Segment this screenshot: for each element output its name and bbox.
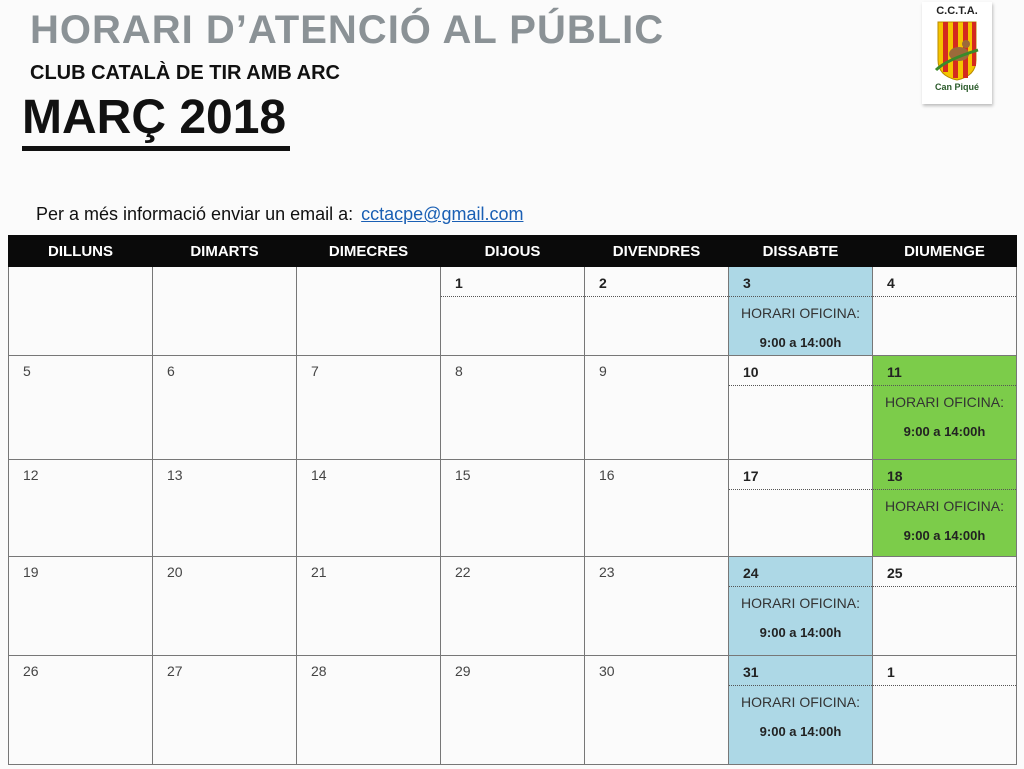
page-title: HORARI D’ATENCIÓ AL PÚBLIC [30, 8, 665, 52]
day-cell-office [729, 557, 873, 656]
day-cell [873, 656, 1017, 765]
day-number: 31 [729, 656, 872, 686]
day-number: 29 [455, 663, 471, 680]
day-number: 14 [311, 466, 327, 483]
day-cell [729, 459, 873, 557]
week-row [9, 459, 1017, 557]
day-number: 27 [167, 663, 183, 680]
day-cell [585, 557, 729, 656]
day-number: 4 [873, 267, 1016, 297]
weekday-header-row [9, 236, 1017, 267]
day-cell [297, 656, 441, 765]
office-time: 9:00 a 14:00h [759, 625, 842, 641]
day-cell-office [729, 656, 873, 765]
day-number: 20 [167, 564, 183, 581]
day-cell [153, 459, 297, 557]
day-cell [9, 656, 153, 765]
day-cell [585, 267, 729, 356]
day-number: 1 [873, 656, 1016, 686]
week-row [9, 355, 1017, 459]
weekday-header: DISSABTE [729, 236, 873, 267]
week-row [9, 267, 1017, 356]
day-number: 12 [23, 466, 39, 483]
office-time: 9:00 a 14:00h [903, 423, 986, 439]
day-cell [585, 355, 729, 459]
day-number: 10 [729, 356, 872, 386]
day-number: 21 [311, 564, 327, 581]
week-row [9, 656, 1017, 765]
day-cell [153, 656, 297, 765]
club-logo [922, 2, 992, 104]
day-cell [297, 459, 441, 557]
office-label: HORARI OFICINA: [884, 497, 1004, 514]
weekday-header: DIMARTS [153, 236, 297, 267]
day-number: 3 [729, 267, 872, 297]
day-cell [585, 656, 729, 765]
day-number: 26 [23, 663, 39, 680]
office-hours [729, 595, 872, 640]
office-time: 9:00 a 14:00h [903, 527, 986, 543]
day-cell [9, 557, 153, 656]
month-title: MARÇ 2018 [22, 90, 290, 151]
day-cell [585, 459, 729, 557]
day-number: 8 [455, 362, 463, 379]
day-number: 17 [729, 460, 872, 490]
day-cell [9, 459, 153, 557]
weekday-header: DILLUNS [9, 236, 153, 267]
office-label: HORARI OFICINA: [884, 393, 1004, 410]
logo-bottom-text: Can Piqué [934, 82, 979, 92]
day-number: 6 [167, 362, 175, 379]
weekday-header: DIUMENGE [873, 236, 1017, 267]
office-time: 9:00 a 14:00h [759, 724, 842, 740]
club-name: CLUB CATALÀ DE TIR AMB ARC [30, 62, 340, 84]
week-row [9, 557, 1017, 656]
weekday-header: DIMECRES [297, 236, 441, 267]
day-number: 7 [311, 362, 319, 379]
day-cell [441, 557, 585, 656]
office-hours [873, 498, 1016, 543]
day-cell [873, 267, 1017, 356]
day-cell-office [729, 267, 873, 356]
info-line [36, 204, 523, 225]
email-link[interactable]: cctacpe@gmail.com [361, 204, 524, 224]
day-number: 23 [599, 564, 615, 581]
day-number: 18 [873, 460, 1016, 490]
day-cell [297, 557, 441, 656]
day-cell [441, 267, 585, 356]
day-cell-office [873, 355, 1017, 459]
day-cell [9, 267, 153, 356]
day-number: 15 [455, 466, 471, 483]
day-number: 30 [599, 663, 615, 680]
day-number: 25 [873, 557, 1016, 587]
day-cell [153, 557, 297, 656]
weekday-header: DIJOUS [441, 236, 585, 267]
day-cell-office [873, 459, 1017, 557]
day-number: 16 [599, 466, 615, 483]
day-cell [153, 355, 297, 459]
day-number: 5 [23, 362, 31, 379]
day-number: 9 [599, 362, 607, 379]
day-cell [153, 267, 297, 356]
info-text: Per a més informació enviar un email a: [36, 204, 354, 224]
day-number: 11 [873, 356, 1016, 386]
day-cell [441, 355, 585, 459]
day-number: 2 [585, 267, 728, 297]
day-cell [873, 557, 1017, 656]
office-label: HORARI OFICINA: [740, 305, 860, 321]
office-label: HORARI OFICINA: [740, 694, 860, 711]
day-number: 1 [441, 267, 584, 297]
day-cell [441, 656, 585, 765]
weekday-header: DIVENDRES [585, 236, 729, 267]
crest-icon [934, 20, 980, 82]
office-hours [729, 694, 872, 739]
office-hours [729, 305, 872, 350]
office-hours [873, 394, 1016, 439]
day-cell [297, 267, 441, 356]
office-time: 9:00 a 14:00h [759, 335, 842, 350]
day-cell [297, 355, 441, 459]
day-cell [441, 459, 585, 557]
day-cell [729, 355, 873, 459]
day-number: 22 [455, 564, 471, 581]
day-number: 28 [311, 663, 327, 680]
day-cell [9, 355, 153, 459]
day-number: 13 [167, 466, 183, 483]
logo-top-text: C.C.T.A. [936, 5, 978, 17]
day-number: 24 [729, 557, 872, 587]
day-number: 19 [23, 564, 39, 581]
office-label: HORARI OFICINA: [740, 595, 860, 612]
calendar-table [8, 235, 1017, 765]
